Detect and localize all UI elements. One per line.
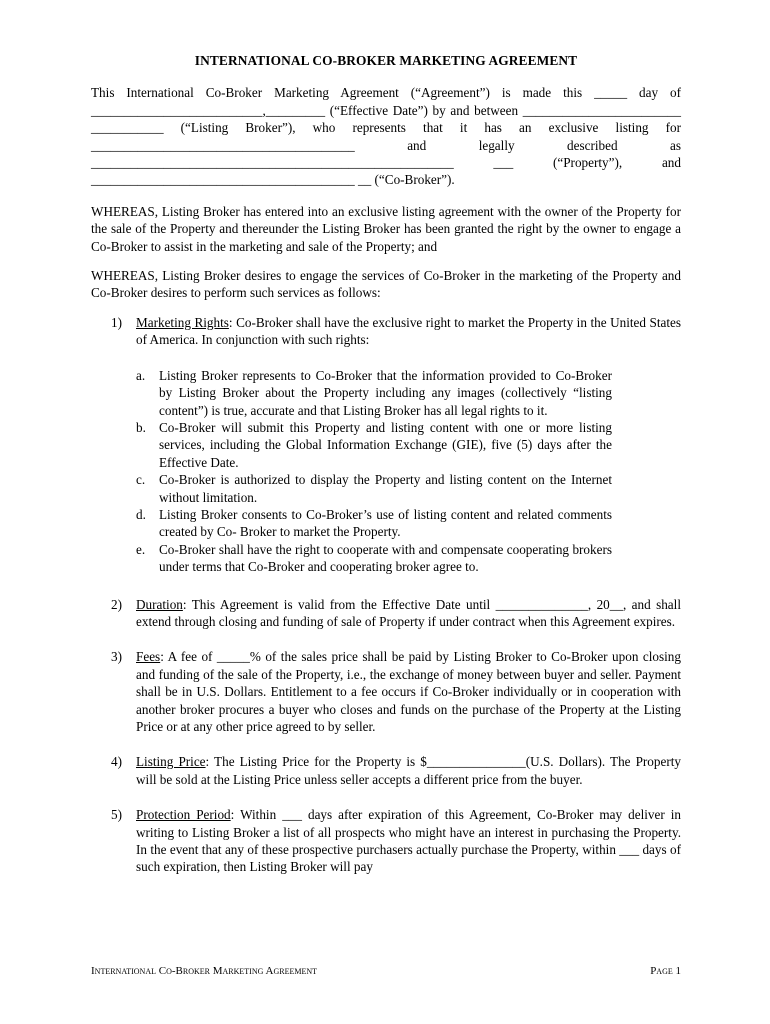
list-item [136,506,612,541]
clause-listing-price [91,753,681,788]
footer-page-number: Page 1 [650,965,681,977]
marketing-rights-sublist [91,367,612,576]
clause-text [136,648,681,735]
list-item [136,419,612,471]
clause-text [136,314,681,349]
whereas-paragraph-2: WHEREAS, Listing Broker desires to engage the services of Co-Broker in the marketing of the Property and Co-Broker desires to perform such services as follows: [91,268,681,301]
clause-marketing-rights [91,314,681,349]
list-item-letter: c. [136,472,146,488]
footer-document-title: International Co-Broker Marketing Agreement [91,965,318,977]
list-item-letter: e. [136,541,146,557]
clause-duration [91,596,681,631]
list-item [136,471,612,506]
clause-body: : The Listing Price for the Property is $_______________(U.S. Dollars). The Property will be sold at the Listing Price unless seller accepts a different price from the buyer. [136,754,682,787]
list-item-text: Co-Broker is authorized to display the Property and listing content on the Internet without limitation. [159,472,612,505]
list-item [136,367,612,419]
list-item-letter: b. [136,419,146,435]
clause-body: : This Agreement is valid from the Effective Date until ______________, 20__, and shall extend through closing and funding of sale of Property if under contract when this Agreement expires. [136,596,681,629]
spacer [91,788,681,806]
list-item [136,541,612,576]
list-item-text: Listing Broker consents to Co-Broker’s use of listing content and related comments created by Co- Broker to market the Property. [159,506,612,540]
document-body [91,52,681,876]
list-item-text: Co-Broker shall have the right to cooperate with and compensate cooperating brokers under terms that Co-Broker and cooperating broker agree to. [159,541,612,575]
clause-heading: Duration [136,596,183,612]
clause-text [136,596,681,631]
clause-text [136,806,681,876]
list-item-letter: a. [136,367,146,383]
clause-number: 2) [111,596,122,612]
clause-heading: Protection Period [136,807,231,823]
clause-heading: Fees [136,649,161,665]
clause-body: : Co-Broker shall have the exclusive right to market the Property in the United States of America. In conjunction with such rights: [136,314,681,348]
clause-heading: Marketing Rights [136,314,229,330]
clause-number: 4) [111,754,122,770]
spacer [91,735,681,753]
clause-text [136,753,681,788]
list-item-letter: d. [136,506,146,522]
intro-paragraph: This International Co-Broker Marketing Agreement (“Agreement”) is made this _____ day of __________________________,_________ (“Effective Date”) by and between ________________________ ___________ (“Listing Broker”), who represents that it has an exclusive listing for ________________________________________ and legally described as _______________________________________________________ ___ (“Property”), and ________________________________________ __ (“Co-Broker”). [91,85,681,188]
clause-number: 5) [111,807,122,823]
list-item-text: Listing Broker represents to Co-Broker that the information provided to Co-Broker by Listing Broker about the Property including any images (collectively “listing content”) is true, accurate and that Listing Broker has all legal rights to it. [159,367,612,418]
list-item-text: Co-Broker will submit this Property and listing content with one or more listing services, including the Global Information Exchange (GIE), five (5) days after the Effective Date. [159,419,612,470]
clause-number: 1) [111,314,122,330]
document-title: INTERNATIONAL CO-BROKER MARKETING AGREEMENT [194,53,578,68]
clause-fees [91,648,681,735]
clause-number: 3) [111,649,122,665]
whereas-paragraph-1: WHEREAS, Listing Broker has entered into an exclusive listing agreement with the owner of the Property for the sale of the Property and thereunder the Listing Broker has been granted the right by the owner to engage a Co-Broker to assist in the marketing and sale of the Property; and [91,203,681,254]
clause-heading: Listing Price [136,754,206,770]
clause-body: : Within ___ days after expiration of this Agreement, Co-Broker may deliver in writing to Listing Broker a list of all prospects who might have an interest in purchasing the Property. In the event that any of these prospective purchasers actually purchase the Property, within ___ days of such expiration, then Listing Broker will pay [136,807,682,875]
spacer [91,630,681,648]
clause-protection-period [91,806,681,876]
clause-body: : A fee of _____% of the sales price shall be paid by Listing Broker to Co-Broker upon closing and funding of the sale of the Property, i.e., the exchange of money between buyer and seller. Payment shall be in U.S. Dollars. Entitlement to a fee occurs if Co-Broker individually or in cooperation with another broker procures a buyer who closes and funds on the purchase of the Property at the Listing Price or at any other price agreed to by seller. [136,649,681,734]
